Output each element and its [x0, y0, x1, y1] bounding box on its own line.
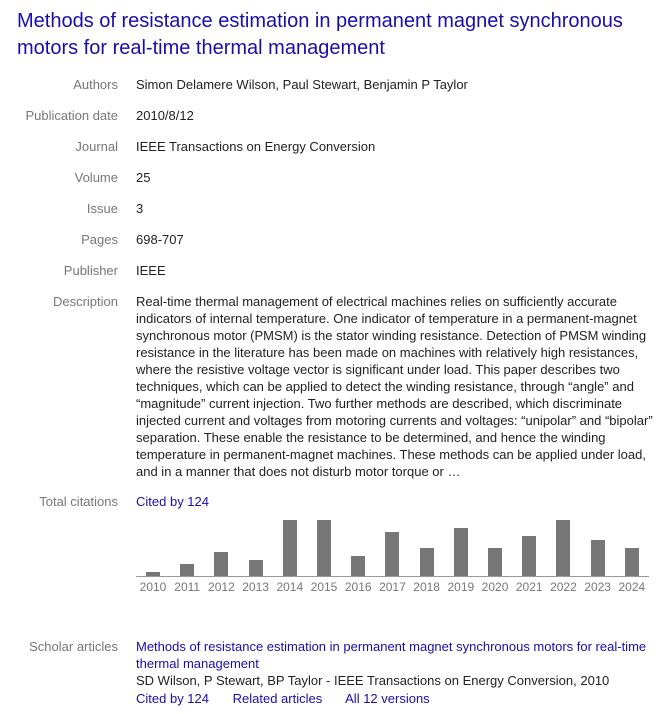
chart-bar-slot	[170, 564, 204, 576]
field-label-description: Description	[52, 294, 118, 309]
chart-bar-slot	[341, 556, 375, 576]
citation-bar-2020[interactable]	[488, 548, 502, 576]
all-versions-link[interactable]: All 12 versions	[345, 691, 430, 706]
field-label-scholar-articles: Scholar articles	[29, 639, 118, 654]
citation-bar-2010[interactable]	[146, 572, 160, 576]
chart-year-label-2018: 2018	[413, 580, 440, 594]
field-row-description	[17, 293, 656, 480]
field-row-pages	[17, 231, 656, 249]
chart-year-axis	[136, 580, 649, 594]
field-value-publisher: IEEE	[136, 263, 166, 278]
chart-year-label-2012: 2012	[208, 580, 235, 594]
chart-bar-slot	[478, 548, 512, 576]
field-row-volume	[17, 169, 656, 187]
chart-year-label-2024: 2024	[618, 580, 646, 594]
citation-bar-2021[interactable]	[522, 536, 536, 576]
chart-year-label-2022: 2022	[550, 580, 577, 594]
field-value-authors: Simon Delamere Wilson, Paul Stewart, Benjamin P Taylor	[136, 77, 468, 92]
chart-bar-slot	[273, 520, 307, 576]
field-label-pages: Pages	[81, 232, 118, 247]
related-articles-link[interactable]: Related articles	[232, 691, 323, 706]
chart-year-label-2011: 2011	[174, 580, 201, 594]
field-label-issue: Issue	[86, 201, 118, 216]
chart-year-label-2020: 2020	[481, 580, 509, 594]
field-row-issue	[17, 200, 656, 218]
cited-by-link[interactable]: Cited by 124	[136, 494, 209, 509]
chart-bar-slot	[375, 532, 409, 576]
chart-year-label-2014: 2014	[276, 580, 304, 594]
field-label-total-citations: Total citations	[39, 494, 118, 509]
chart-year-label-2015: 2015	[310, 580, 338, 594]
scholar-article-authors: SD Wilson, P Stewart, BP Taylor - IEEE Transactions on Energy Conversion, 2010	[136, 673, 610, 688]
chart-year-label-2023: 2023	[584, 580, 611, 594]
citation-bar-2018[interactable]	[420, 548, 434, 576]
chart-bar-slot	[410, 548, 444, 576]
field-label-journal: Journal	[75, 139, 118, 154]
citation-bar-2011[interactable]	[180, 564, 194, 576]
chart-bars-area	[136, 520, 649, 577]
field-row-publication-date	[17, 107, 656, 125]
chart-bar-slot	[512, 536, 546, 576]
chart-bar-slot	[307, 520, 341, 576]
citation-bar-2016[interactable]	[351, 556, 365, 576]
citation-bar-2024[interactable]	[625, 548, 639, 576]
chart-bar-slot	[581, 540, 615, 576]
field-value-publication-date: 2010/8/12	[136, 108, 194, 123]
citation-bar-2014[interactable]	[283, 520, 297, 576]
field-value-journal: IEEE Transactions on Energy Conversion	[136, 139, 376, 154]
citation-bar-2012[interactable]	[214, 552, 228, 576]
field-label-volume: Volume	[74, 170, 118, 185]
chart-bar-slot	[444, 528, 478, 576]
citations-chart-row	[17, 520, 656, 594]
citation-bar-2017[interactable]	[385, 532, 399, 576]
citation-bar-2023[interactable]	[591, 540, 605, 576]
citations-per-year-chart	[136, 520, 649, 594]
citation-bar-2022[interactable]	[556, 520, 570, 576]
field-label-authors: Authors	[73, 77, 118, 92]
scholar-article-links	[136, 690, 656, 707]
field-label-publication-date: Publication date	[25, 108, 118, 123]
chart-bar-slot	[615, 548, 649, 576]
citation-bar-2015[interactable]	[317, 520, 331, 576]
field-value-volume: 25	[136, 170, 151, 185]
chart-year-label-2019: 2019	[447, 580, 475, 594]
chart-year-label-2021: 2021	[515, 580, 543, 594]
citation-bar-2013[interactable]	[249, 560, 263, 576]
chart-bar-slot	[239, 560, 273, 576]
scholar-articles-row	[17, 638, 656, 707]
chart-year-label-2013: 2013	[242, 580, 269, 594]
chart-bar-slot	[204, 552, 238, 576]
scholar-cited-by-link[interactable]: Cited by 124	[136, 691, 209, 706]
field-row-publisher	[17, 262, 656, 280]
chart-year-label-2017: 2017	[379, 580, 406, 594]
citation-bar-2019[interactable]	[454, 528, 468, 576]
field-value-pages: 698-707	[136, 232, 184, 247]
chart-bar-slot	[546, 520, 580, 576]
total-citations-row	[17, 493, 656, 511]
field-value-issue: 3	[136, 201, 144, 216]
article-title-link[interactable]: Methods of resistance estimation in permanent magnet synchronous motors for real-time thermal management	[17, 10, 623, 59]
chart-year-label-2010: 2010	[139, 580, 167, 594]
chart-year-label-2016: 2016	[344, 580, 372, 594]
field-label-publisher: Publisher	[63, 263, 118, 278]
field-row-authors	[17, 76, 656, 94]
scholar-article-title-link[interactable]: Methods of resistance estimation in permanent magnet synchronous motors for real-time thermal management	[136, 639, 647, 671]
chart-bar-slot	[136, 572, 170, 576]
field-row-journal	[17, 138, 656, 156]
field-value-description: Real-time thermal management of electrical machines relies on sufficiently accurate indicators of internal temperature. One indicator of temperature in a permanent-magnet synchronous motor (PMSM) is the stator winding resistance. Detection of PMSM winding resistance in the literature has been made on machines with relatively high resistances, where the resistive voltage vector is significant under load. This paper describes two techniques, which can be applied to detect the winding resistance, through “angle” and “magnitude” current injection. Two further methods are described, which discriminate injected current and voltages from motoring currents and voltages: “unipolar” and “bipolar” separation. These enable the resistance to be determined, and hence the winding temperature in permanent-magnet machines. These methods can be applied under load, and in a manner that does not disturb motor torque or …	[136, 294, 653, 479]
